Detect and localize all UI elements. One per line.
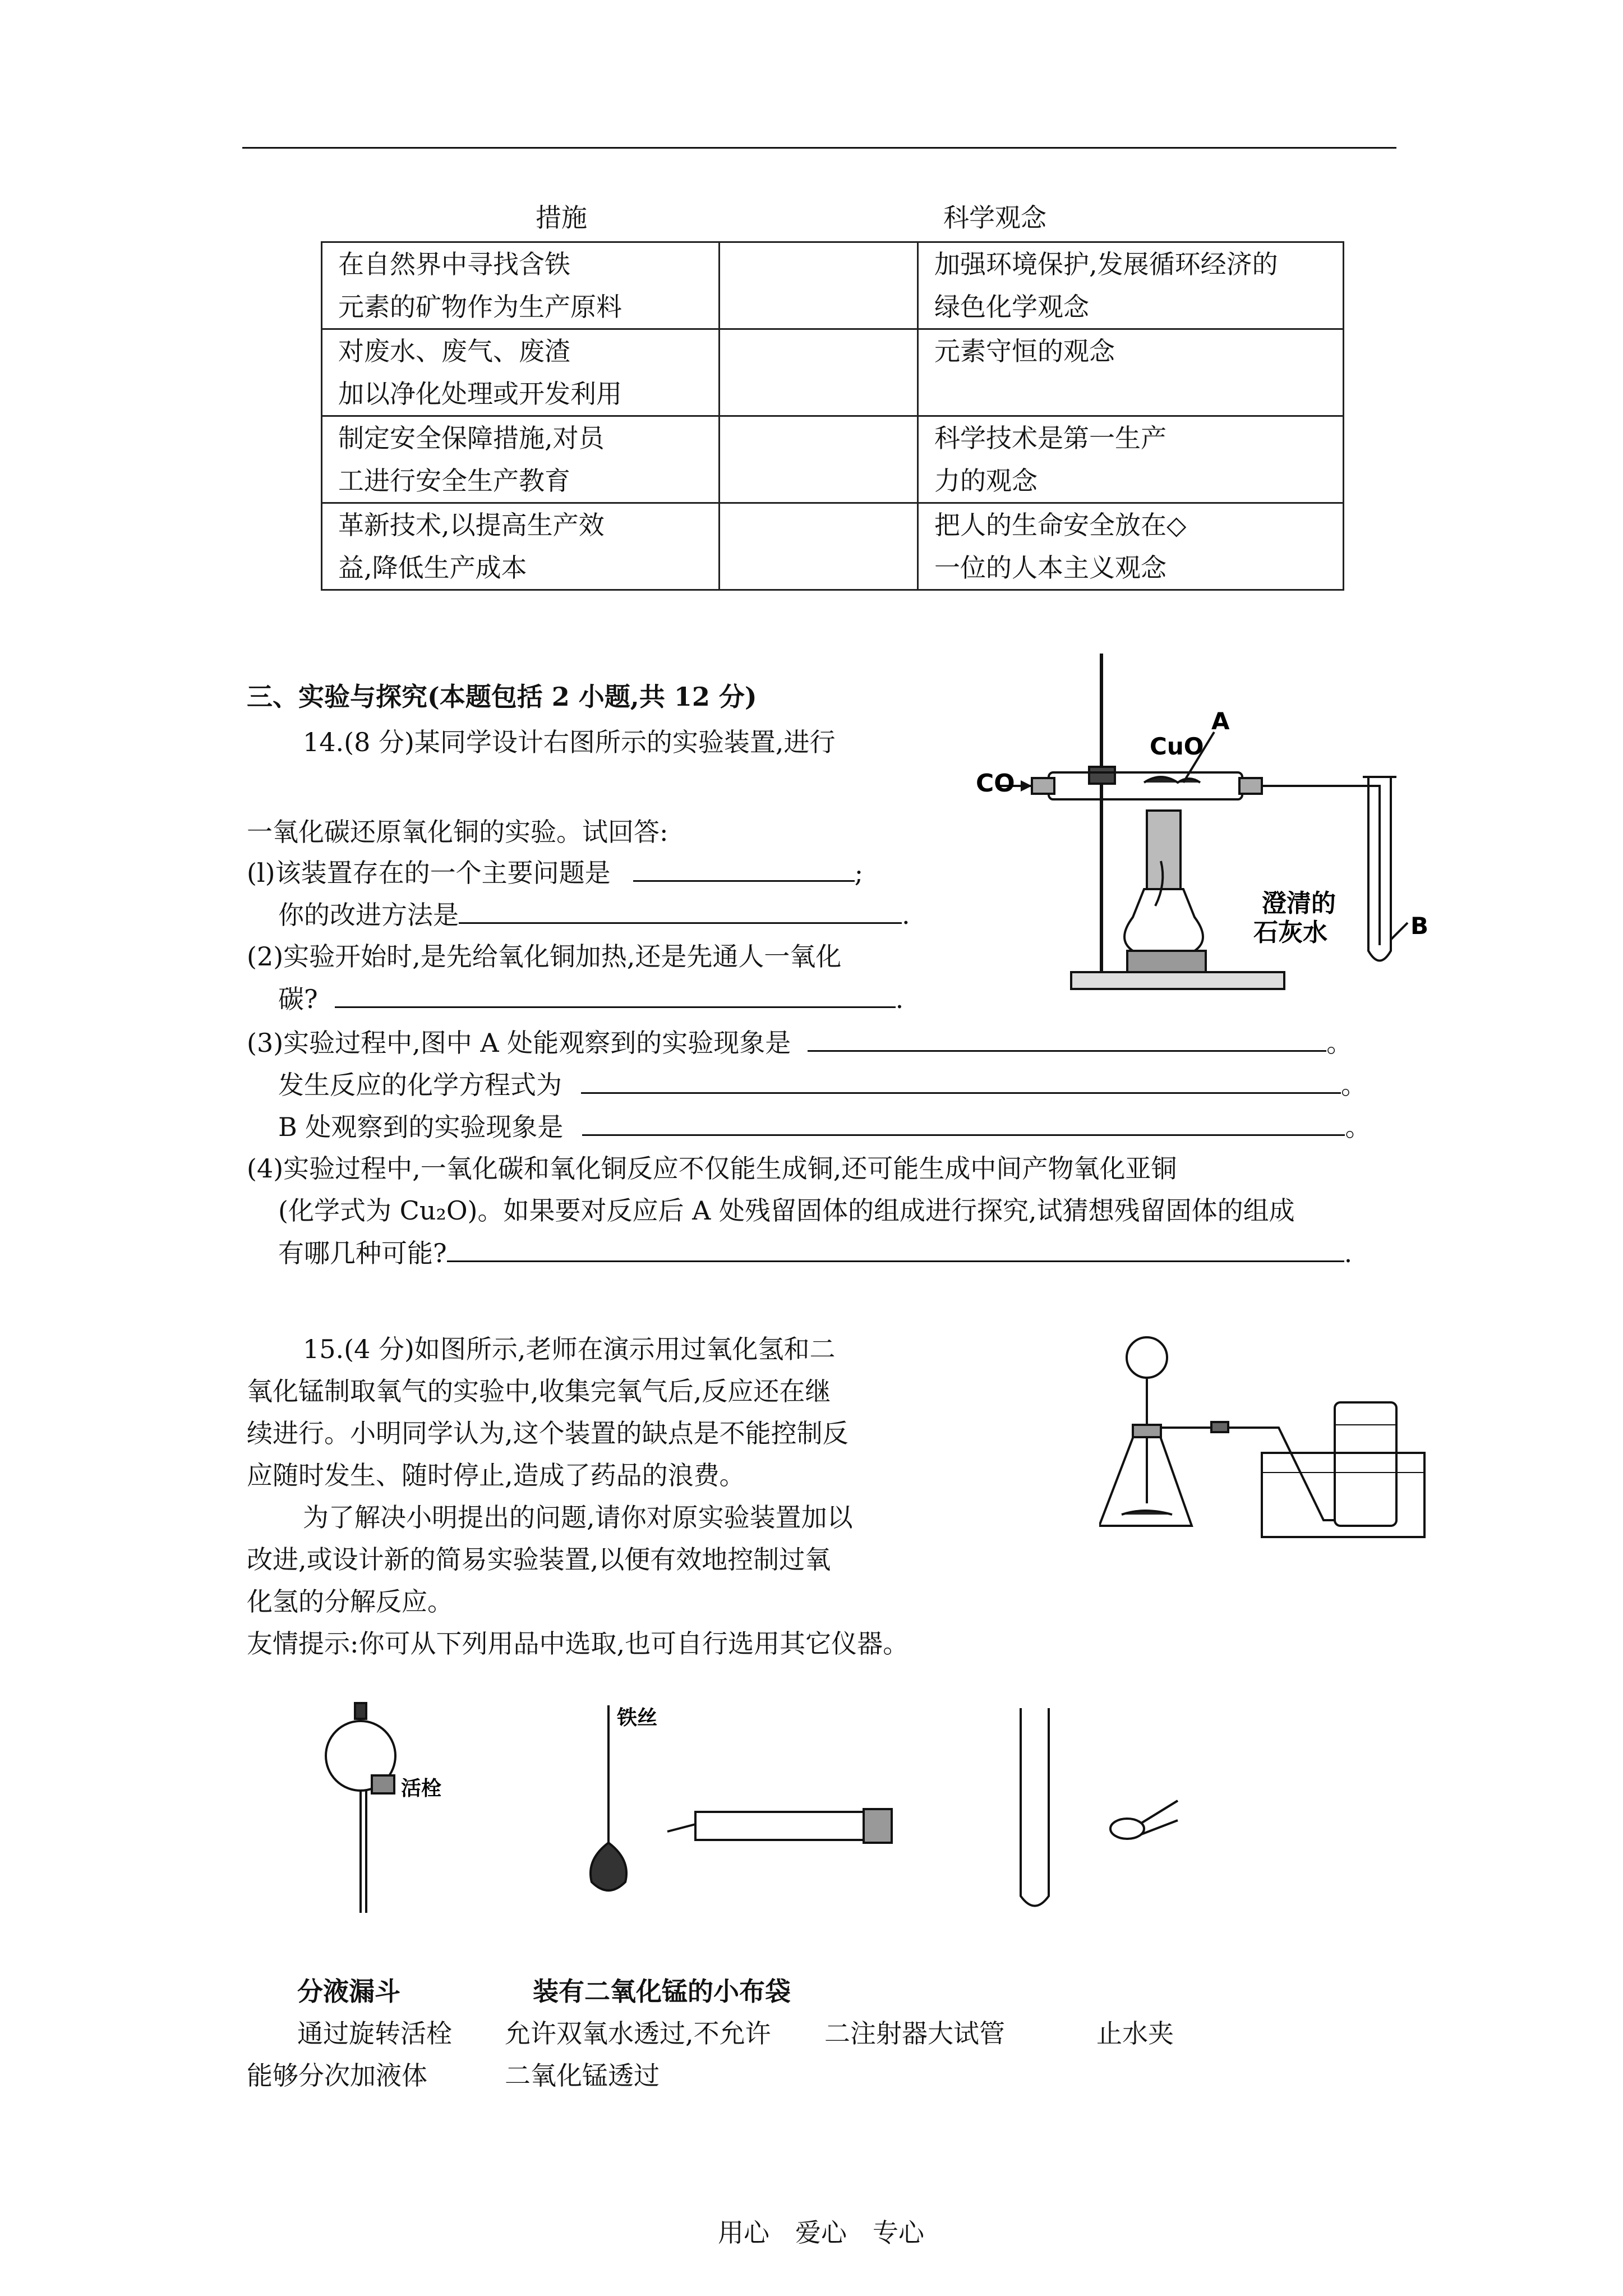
mno2-powder [1122,1511,1172,1515]
delivery-tube [1161,1428,1335,1520]
table-row [322,503,1344,590]
measure-cell: 革新技术,以提高生产效 益,降低生产成本 [322,503,720,590]
clamp-ring [1110,1819,1144,1839]
answer-blank[interactable] [582,1110,1345,1136]
flask-stopper [1133,1425,1161,1437]
table-header-measure: 措施 [536,203,587,233]
bag-description: 允许双氧水透过,不允许 [505,2018,771,2049]
lamp-block [1127,951,1206,972]
funnel-stopper [355,1703,366,1719]
wire-label: 铁丝 [617,1706,658,1729]
bag-label: 装有二氧化锰的小布袋 [533,1976,791,2007]
q14-part2: (2)实验开始时,是先给氧化铜加热,还是先通人一氧化 [247,941,842,972]
limewater-label-1: 澄清的 [1262,889,1336,918]
large-test-tube [1021,1708,1049,1906]
concept-cell: 科学技术是第一生产 力的观念 [918,416,1344,503]
matching-blank-cell [720,503,918,590]
q14-part4: (4)实验过程中,一氧化碳和氧化铜反应不仅能生成铜,还可能生成中间产物氧化亚铜 [247,1153,1177,1184]
header-rule [242,147,1396,149]
valve-icon [372,1775,394,1793]
funnel-bulb [1127,1337,1167,1378]
syringe-plunger [864,1809,892,1843]
syringe-tube-label: 二注射器大试管 [824,2018,1005,2049]
clamp-arm-lower [1141,1820,1178,1834]
table-row [322,416,1344,503]
q14-part4-question: 有哪几种可能? . [278,1236,1352,1270]
q14-part1: (l)该装置存在的一个主要问题是 ; [247,855,863,890]
matching-table [321,241,1344,591]
funnel-label: 分液漏斗 [297,1976,400,2007]
measure-cell: 在自然界中寻找含铁 元素的矿物作为生产原料 [322,242,720,329]
answer-blank[interactable] [808,1025,1326,1052]
a-label: A [1211,707,1230,735]
limewater-label-2: 石灰水 [1253,918,1327,947]
stopper-left [1032,778,1054,794]
answer-blank[interactable] [459,898,902,924]
oxygen-apparatus-figure [1099,1335,1436,1543]
concept-cell: 元素守恒的观念 [918,329,1344,416]
co-label: CO [976,769,1015,798]
answer-blank[interactable] [633,855,855,882]
combustion-tube [1049,772,1242,799]
answer-blank[interactable] [581,1068,1341,1094]
table-row [322,242,1344,329]
q14-part1-fix: 你的改进方法是 . [278,898,910,932]
funnel-description: 通过旋转活栓 [297,2018,452,2049]
syringe-needle [667,1824,695,1832]
valve-label: 活栓 [401,1777,442,1800]
concept-cell: 加强环境保护,发展循环经济的 绿色化学观念 [918,242,1344,329]
water-trough [1262,1453,1424,1537]
q14-intro-cont: 一氧化碳还原氧化铜的实验。试回答: [247,817,668,847]
cuo-label: CuO [1150,733,1204,760]
co-reduction-apparatus-figure [976,648,1436,996]
answer-blank[interactable] [335,982,896,1008]
alcohol-lamp [1124,889,1203,951]
q14-part3-equation: 发生反应的化学方程式为 。 [278,1068,1367,1102]
stopper-right [1239,778,1262,794]
measure-cell: 制定安全保障措施,对员 工进行安全生产教育 [322,416,720,503]
b-pointer [1391,923,1408,940]
table-row [322,329,1344,416]
clamp [1089,767,1115,784]
matching-blank-cell [720,329,918,416]
q15-line-5: 为了解决小明提出的问题,请你对原实验装置加以 [303,1502,853,1533]
q14-intro: 14.(8 分)某同学设计右图所示的实验装置,进行 [303,727,836,757]
co-arrow-icon [1021,780,1032,792]
q14-part3: (3)实验过程中,图中 A 处能观察到的实验现象是 。 [247,1025,1352,1060]
b-label: B [1410,912,1429,940]
mno2-bag-icon [591,1843,626,1890]
table-header-concept: 科学观念 [943,203,1046,233]
matching-blank-cell [720,242,918,329]
clamp-arm [1141,1801,1178,1823]
syringe-barrel [695,1812,864,1840]
tube-joint [1211,1422,1228,1432]
funnel-description-cont: 能够分次加液体 [247,2060,427,2091]
q15-line-1: 15.(4 分)如图所示,老师在演示用过氧化氢和二 [303,1334,836,1364]
q15-line-3: 续进行。小明同学认为,这个装置的缺点是不能控制反 [247,1418,849,1448]
footer: 用心 爱心 专心 [718,2217,924,2248]
bag-description-cont: 二氧化锰透过 [505,2060,660,2091]
cuo-powder [1144,777,1200,783]
answer-blank[interactable] [447,1236,1344,1262]
measure-cell: 对废水、废气、废渣 加以净化处理或开发利用 [322,329,720,416]
q15-line-2: 氧化锰制取氧气的实验中,收集完氧气后,反应还在继 [247,1376,831,1406]
q14-part2-cont: 碳? . [278,982,903,1016]
q15-line-6: 改进,或设计新的简易实验装置,以便有效地控制过氧 [247,1544,831,1575]
q14-part3-b: B 处观察到的实验现象是 。 [278,1110,1371,1144]
gas-jar [1335,1402,1396,1526]
q15-line-4: 应随时发生、随时停止,造成了药品的浪费。 [247,1460,745,1490]
q14-part4-cont: (化学式为 Cu₂O)。如果要对反应后 A 处残留固体的组成进行探究,试猜想残留固体的组成 [278,1195,1295,1226]
tools-figure [292,1694,1245,1918]
q15-hint: 友情提示:你可从下列用品中选取,也可自行选用其它仪器。 [247,1628,909,1659]
q15-line-7: 化氢的分解反应。 [247,1586,453,1617]
concept-cell: 把人的生命安全放在◇ 一位的人本主义观念 [918,503,1344,590]
clamp-label: 止水夹 [1096,2018,1174,2049]
matching-blank-cell [720,416,918,503]
stand-base [1071,972,1284,989]
section-title: 三、实验与探究(本题包括 2 小题,共 12 分) [247,682,757,712]
